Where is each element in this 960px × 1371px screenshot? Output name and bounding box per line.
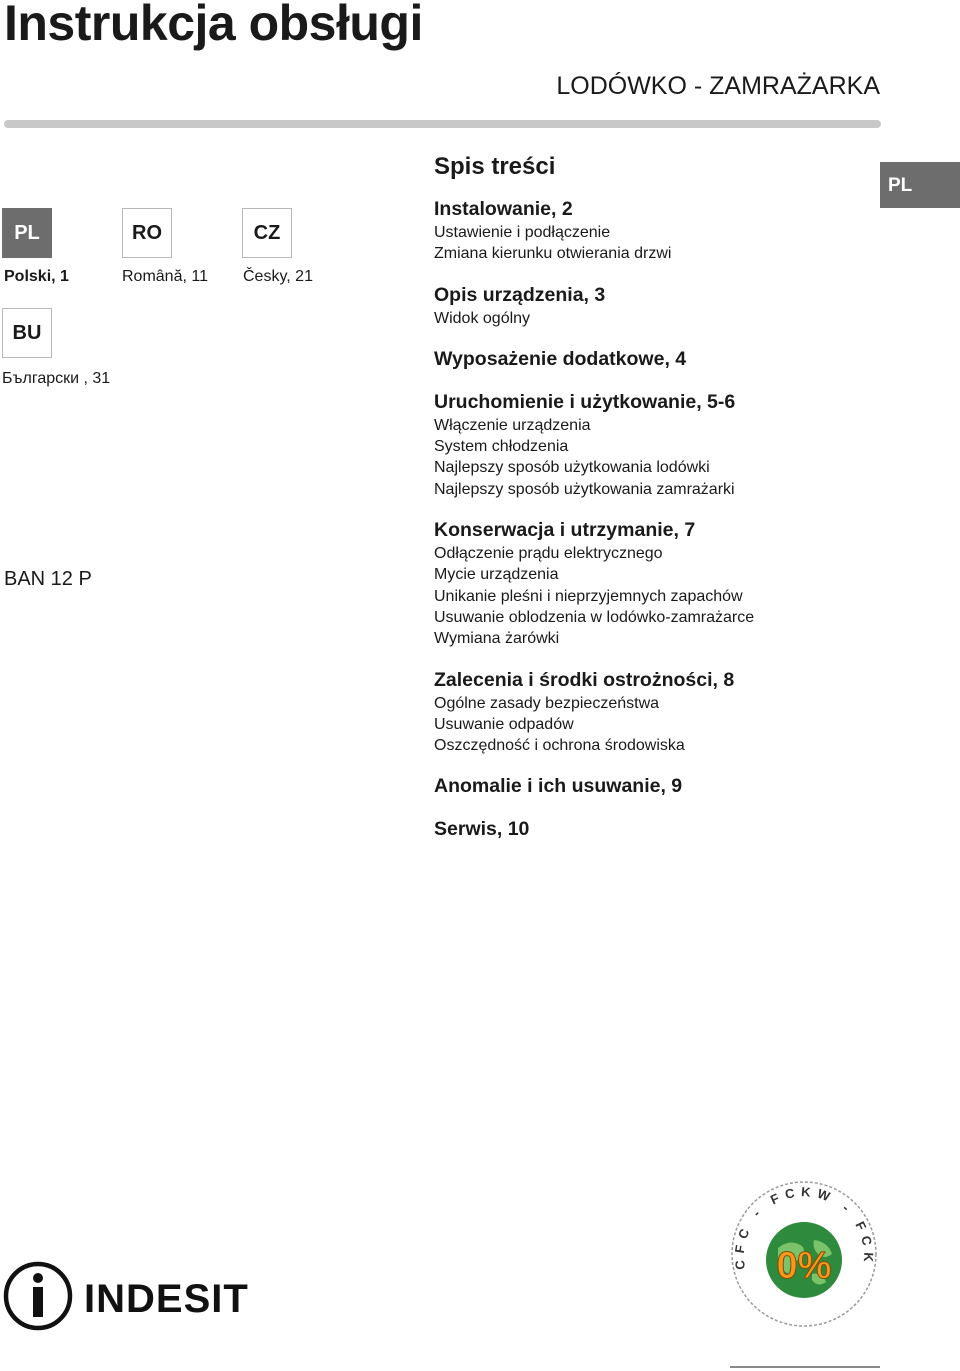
toc-section [434, 282, 874, 329]
toc-section [434, 773, 874, 799]
toc-item: Włączenie urządzenia [434, 416, 591, 434]
lang-name: Polski, [4, 268, 56, 285]
toc-section [434, 517, 874, 649]
badge-ring-text: CFC - FCKW - FCK [731, 1184, 877, 1271]
toc-item: Oszczędność i ochrona środowiska [434, 737, 685, 755]
toc-item: Unikanie pleśni i nieprzyjemnych zapachów [434, 587, 743, 605]
toc-heading: Serwis, 10 [434, 818, 530, 841]
toc-title: Spis treści [434, 153, 556, 180]
lang-name: Български [2, 370, 80, 387]
lang-page: 11 [191, 268, 208, 285]
language-tab: PL [880, 162, 960, 208]
toc-item: Usuwanie odpadów [434, 715, 574, 733]
toc-item: Wymiana żarówki [434, 630, 560, 648]
lang-label-ro [122, 268, 208, 286]
lang-box-pl[interactable]: PL [2, 208, 52, 258]
lang-label-bu: Български , 31 [2, 370, 111, 387]
toc-section [434, 667, 874, 757]
header-divider [4, 120, 881, 128]
indesit-i-icon [6, 1264, 70, 1328]
toc-item: Widok ogólny [434, 309, 531, 327]
lang-page: 31 [92, 370, 111, 387]
toc-section [434, 196, 874, 265]
toc-item: Mycie urządzenia [434, 566, 559, 584]
toc-item: Najlepszy sposób użytkowania zamrażarki [434, 480, 735, 498]
toc-item: Odłączenie prądu elektrycznego [434, 545, 663, 563]
toc-item: Ogólne zasady bezpieczeństwa [434, 694, 660, 712]
lang-label-cz [243, 268, 313, 286]
toc-item: Zmiana kierunku otwierania drzwi [434, 245, 672, 263]
lang-box-bu[interactable]: BU [2, 308, 52, 358]
toc-heading: Anomalie i ich usuwanie, 9 [434, 775, 683, 798]
lang-box-cz[interactable]: CZ [242, 208, 292, 258]
cfc-free-badge [728, 1178, 880, 1335]
toc-section [434, 346, 874, 372]
toc-section [434, 389, 874, 500]
toc-heading: Konserwacja i utrzymanie, 7 [434, 519, 696, 542]
toc-item: Usuwanie oblodzenia w lodówko-zamrażarce [434, 608, 755, 626]
indesit-wordmark: INDESIT [84, 1277, 249, 1321]
toc-heading: Uruchomienie i użytkowanie, 5-6 [434, 390, 736, 413]
toc-section [434, 816, 874, 842]
bottom-divider [730, 1366, 880, 1368]
toc-heading: Zalecenia i środki ostrożności, 8 [434, 668, 735, 691]
indesit-logo [2, 1258, 262, 1339]
model-number: BAN 12 P [4, 568, 92, 590]
product-subtitle: LODÓWKO - ZAMRAŻARKA [556, 72, 880, 100]
toc-item: Najlepszy sposób użytkowania lodówki [434, 459, 710, 477]
lang-name: Română, [122, 268, 187, 285]
toc-heading: Instalowanie, 2 [434, 198, 573, 220]
toc-list [434, 196, 874, 859]
lang-page: 21 [295, 268, 313, 285]
badge-percent: 0% [776, 1245, 832, 1287]
lang-label-pl [4, 268, 69, 286]
lang-page: 1 [60, 268, 69, 285]
toc-item: System chłodzenia [434, 438, 569, 456]
toc-item: Ustawienie i podłączenie [434, 224, 611, 241]
page-title: Instrukcja obsługi [4, 0, 423, 51]
lang-name: Česky, [243, 268, 291, 285]
toc-heading: Opis urządzenia, 3 [434, 283, 606, 306]
lang-box-ro[interactable]: RO [122, 208, 172, 258]
toc-heading: Wyposażenie dodatkowe, 4 [434, 347, 687, 370]
